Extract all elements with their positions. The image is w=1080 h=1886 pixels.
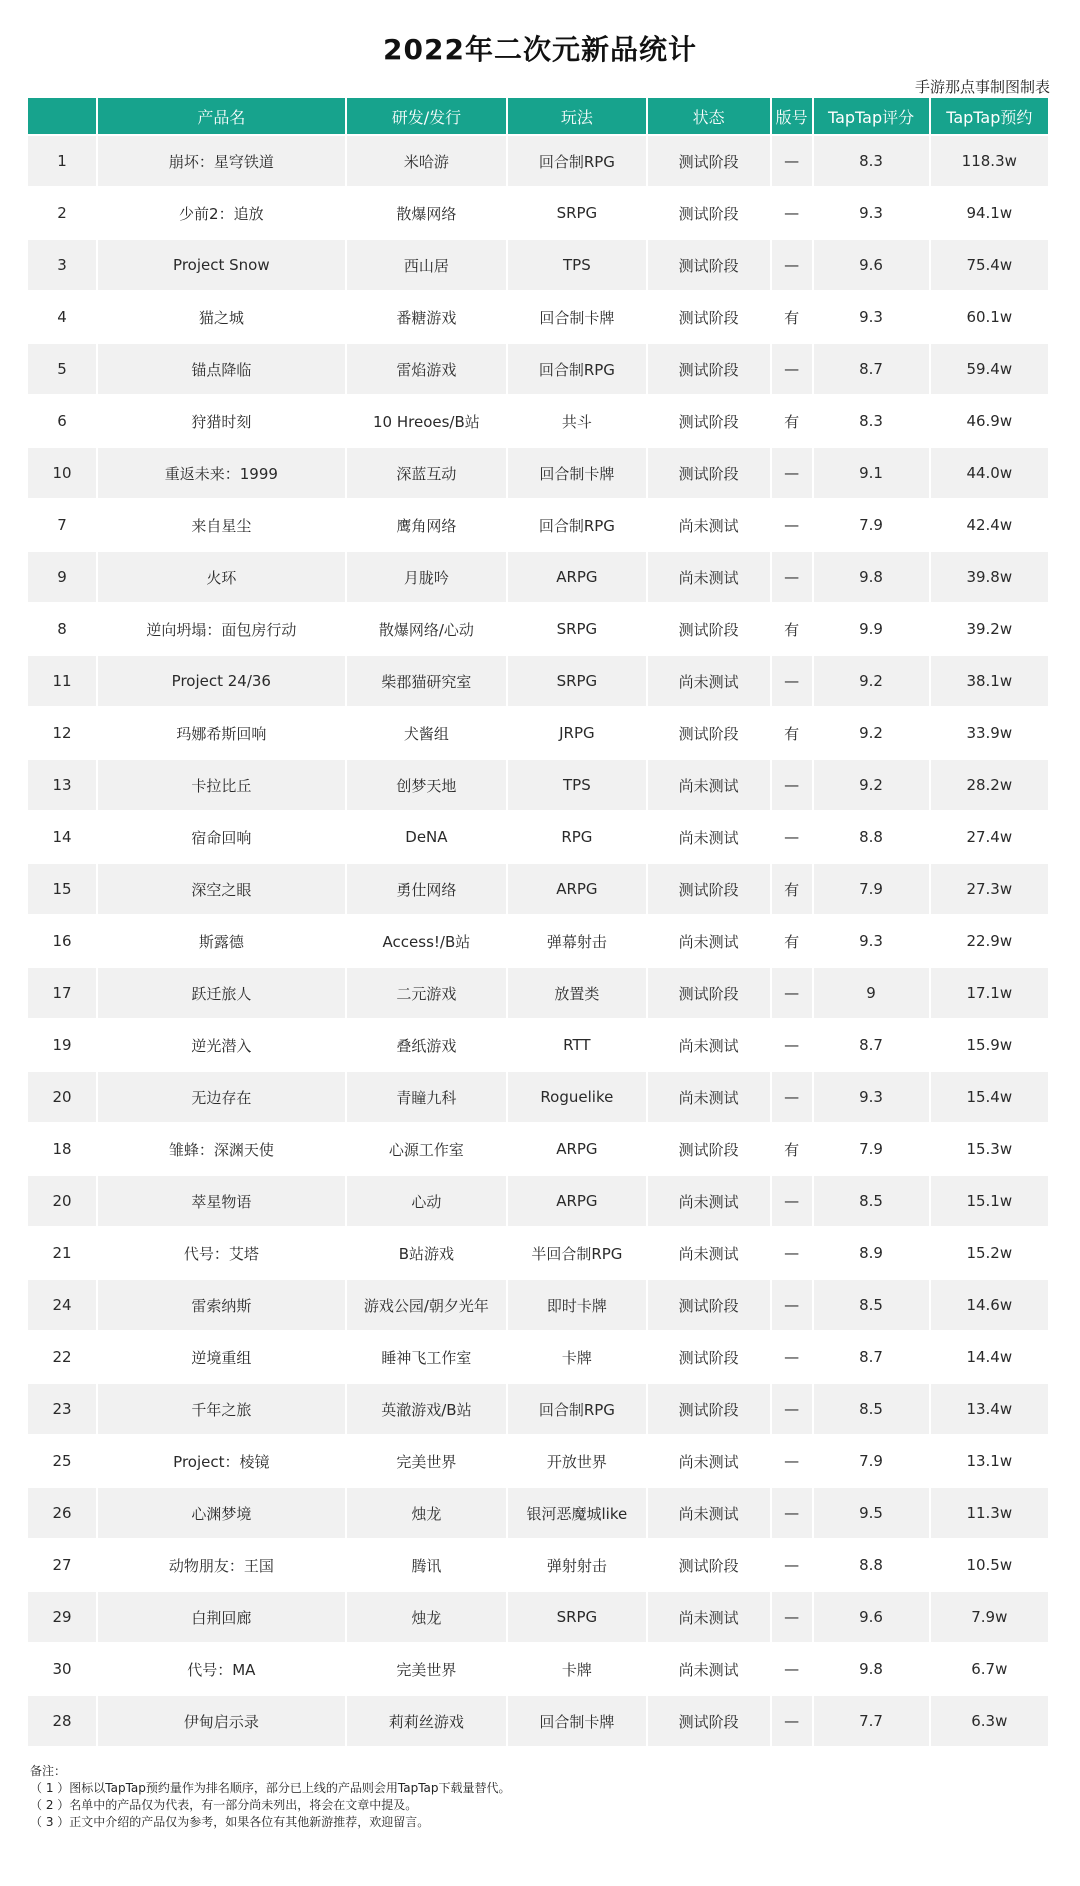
cell-product-name: 卡拉比丘 (98, 760, 345, 810)
cell-rank: 7 (28, 500, 96, 550)
cell-status: 尚未测试 (648, 1072, 770, 1122)
cell-status: 测试阶段 (648, 188, 770, 238)
cell-gameplay: 开放世界 (508, 1436, 645, 1486)
cell-license: — (772, 188, 812, 238)
cell-rank: 1 (28, 136, 96, 186)
cell-developer: 深蓝互动 (347, 448, 507, 498)
cell-rank: 19 (28, 1020, 96, 1070)
note-line-2: （ 2 ）名单中的产品仅为代表，有一部分尚未列出，将会在文章中提及。 (30, 1798, 418, 1812)
cell-gameplay: 回合制RPG (508, 136, 645, 186)
cell-developer: 完美世界 (347, 1436, 507, 1486)
cell-gameplay: SRPG (508, 656, 645, 706)
cell-taptap-reservations: 10.5w (931, 1540, 1048, 1590)
cell-status: 测试阶段 (648, 136, 770, 186)
cell-license: — (772, 656, 812, 706)
cell-gameplay: 回合制卡牌 (508, 1696, 645, 1746)
table-row (28, 812, 1048, 862)
cell-developer: 创梦天地 (347, 760, 507, 810)
cell-license: 有 (772, 916, 812, 966)
cell-gameplay: TPS (508, 240, 645, 290)
cell-product-name: 逆境重组 (98, 1332, 345, 1382)
cell-rank: 4 (28, 292, 96, 342)
cell-gameplay: ARPG (508, 864, 645, 914)
cell-product-name: 火环 (98, 552, 345, 602)
cell-gameplay: JRPG (508, 708, 645, 758)
table-body (28, 136, 1048, 1746)
cell-taptap-score: 9.6 (814, 240, 929, 290)
cell-license: — (772, 1436, 812, 1486)
cell-rank: 10 (28, 448, 96, 498)
stats-table (26, 96, 1050, 1748)
cell-developer: 柴郡猫研究室 (347, 656, 507, 706)
cell-gameplay: 回合制RPG (508, 344, 645, 394)
header-taptap-reservations: TapTap预约 (931, 98, 1048, 134)
cell-product-name: 无边存在 (98, 1072, 345, 1122)
table-row (28, 760, 1048, 810)
cell-developer: 青瞳九科 (347, 1072, 507, 1122)
cell-taptap-score: 7.9 (814, 864, 929, 914)
cell-status: 测试阶段 (648, 1332, 770, 1382)
cell-product-name: 宿命回响 (98, 812, 345, 862)
table-row (28, 604, 1048, 654)
cell-product-name: 锚点降临 (98, 344, 345, 394)
cell-license: — (772, 1592, 812, 1642)
cell-taptap-reservations: 6.7w (931, 1644, 1048, 1694)
cell-taptap-reservations: 28.2w (931, 760, 1048, 810)
cell-license: — (772, 760, 812, 810)
cell-product-name: 逆向坍塌：面包房行动 (98, 604, 345, 654)
cell-gameplay: 卡牌 (508, 1644, 645, 1694)
cell-taptap-reservations: 27.3w (931, 864, 1048, 914)
table-row (28, 1332, 1048, 1382)
cell-taptap-reservations: 22.9w (931, 916, 1048, 966)
cell-taptap-score: 8.9 (814, 1228, 929, 1278)
cell-license: — (772, 240, 812, 290)
table-row (28, 1592, 1048, 1642)
cell-developer: B站游戏 (347, 1228, 507, 1278)
cell-status: 尚未测试 (648, 656, 770, 706)
cell-license: — (772, 1488, 812, 1538)
cell-taptap-score: 8.3 (814, 396, 929, 446)
cell-gameplay: 弹幕射击 (508, 916, 645, 966)
cell-status: 尚未测试 (648, 1592, 770, 1642)
cell-status: 尚未测试 (648, 812, 770, 862)
cell-taptap-score: 7.9 (814, 1124, 929, 1174)
cell-rank: 29 (28, 1592, 96, 1642)
cell-license: 有 (772, 604, 812, 654)
credit-text: 手游那点事制图制表 (914, 78, 1050, 96)
note-line-3: （ 3 ）正文中介绍的产品仅为参考，如果各位有其他新游推荐，欢迎留言。 (30, 1815, 430, 1829)
cell-status: 测试阶段 (648, 708, 770, 758)
cell-taptap-reservations: 15.3w (931, 1124, 1048, 1174)
cell-developer: 番糖游戏 (347, 292, 507, 342)
table-row (28, 1124, 1048, 1174)
table-row (28, 136, 1048, 186)
cell-status: 尚未测试 (648, 552, 770, 602)
cell-license: — (772, 552, 812, 602)
cell-license: — (772, 1072, 812, 1122)
cell-taptap-score: 9.3 (814, 292, 929, 342)
table-row (28, 656, 1048, 706)
cell-taptap-reservations: 13.1w (931, 1436, 1048, 1486)
cell-gameplay: 共斗 (508, 396, 645, 446)
cell-taptap-score: 8.5 (814, 1176, 929, 1226)
cell-taptap-score: 9.2 (814, 760, 929, 810)
cell-status: 测试阶段 (648, 292, 770, 342)
cell-taptap-reservations: 42.4w (931, 500, 1048, 550)
cell-taptap-score: 7.7 (814, 1696, 929, 1746)
table-row (28, 1020, 1048, 1070)
table-row (28, 1072, 1048, 1122)
cell-taptap-reservations: 94.1w (931, 188, 1048, 238)
cell-taptap-score: 8.8 (814, 1540, 929, 1590)
header-license: 版号 (772, 98, 812, 134)
cell-status: 尚未测试 (648, 1644, 770, 1694)
table-row (28, 396, 1048, 446)
table-row (28, 1384, 1048, 1434)
cell-gameplay: 回合制RPG (508, 500, 645, 550)
table-row (28, 1488, 1048, 1538)
cell-status: 尚未测试 (648, 760, 770, 810)
cell-rank: 15 (28, 864, 96, 914)
cell-rank: 26 (28, 1488, 96, 1538)
table-row (28, 448, 1048, 498)
cell-taptap-reservations: 15.1w (931, 1176, 1048, 1226)
table-row (28, 1228, 1048, 1278)
cell-taptap-reservations: 11.3w (931, 1488, 1048, 1538)
table-row (28, 240, 1048, 290)
cell-taptap-score: 8.5 (814, 1280, 929, 1330)
cell-license: — (772, 1644, 812, 1694)
cell-taptap-reservations: 27.4w (931, 812, 1048, 862)
cell-rank: 14 (28, 812, 96, 862)
cell-product-name: Project Snow (98, 240, 345, 290)
cell-product-name: 斯露德 (98, 916, 345, 966)
header-taptap-score: TapTap评分 (814, 98, 929, 134)
cell-taptap-score: 9.8 (814, 552, 929, 602)
cell-taptap-reservations: 13.4w (931, 1384, 1048, 1434)
page-title: 2022年二次元新品统计 (383, 33, 697, 66)
cell-status: 尚未测试 (648, 500, 770, 550)
cell-rank: 22 (28, 1332, 96, 1382)
cell-developer: Access!/B站 (347, 916, 507, 966)
cell-taptap-reservations: 15.9w (931, 1020, 1048, 1070)
cell-developer: 鹰角网络 (347, 500, 507, 550)
table-row (28, 188, 1048, 238)
cell-taptap-score: 9.2 (814, 708, 929, 758)
notes (30, 1763, 511, 1831)
cell-developer: 散爆网络/心动 (347, 604, 507, 654)
cell-developer: 心源工作室 (347, 1124, 507, 1174)
header-rank (28, 98, 96, 134)
cell-gameplay: RPG (508, 812, 645, 862)
cell-status: 尚未测试 (648, 1488, 770, 1538)
table-row (28, 708, 1048, 758)
cell-developer: 心动 (347, 1176, 507, 1226)
cell-taptap-reservations: 15.2w (931, 1228, 1048, 1278)
cell-gameplay: 卡牌 (508, 1332, 645, 1382)
cell-status: 测试阶段 (648, 240, 770, 290)
cell-developer: 英澈游戏/B站 (347, 1384, 507, 1434)
cell-developer: 完美世界 (347, 1644, 507, 1694)
cell-taptap-reservations: 38.1w (931, 656, 1048, 706)
cell-license: — (772, 812, 812, 862)
cell-gameplay: SRPG (508, 188, 645, 238)
cell-product-name: 代号：艾塔 (98, 1228, 345, 1278)
cell-rank: 9 (28, 552, 96, 602)
cell-license: — (772, 968, 812, 1018)
cell-license: — (772, 1696, 812, 1746)
cell-developer: 莉莉丝游戏 (347, 1696, 507, 1746)
cell-taptap-score: 9.1 (814, 448, 929, 498)
cell-rank: 2 (28, 188, 96, 238)
cell-gameplay: 放置类 (508, 968, 645, 1018)
table-row (28, 1540, 1048, 1590)
cell-status: 测试阶段 (648, 604, 770, 654)
cell-product-name: 少前2：追放 (98, 188, 345, 238)
cell-rank: 17 (28, 968, 96, 1018)
cell-gameplay: SRPG (508, 604, 645, 654)
cell-product-name: 代号：MA (98, 1644, 345, 1694)
cell-developer: 腾讯 (347, 1540, 507, 1590)
cell-product-name: 跃迁旅人 (98, 968, 345, 1018)
cell-status: 测试阶段 (648, 864, 770, 914)
cell-taptap-reservations: 39.8w (931, 552, 1048, 602)
cell-gameplay: ARPG (508, 1176, 645, 1226)
cell-product-name: 雏蜂：深渊天使 (98, 1124, 345, 1174)
cell-taptap-reservations: 33.9w (931, 708, 1048, 758)
cell-taptap-score: 8.5 (814, 1384, 929, 1434)
cell-taptap-reservations: 60.1w (931, 292, 1048, 342)
cell-product-name: 逆光潜入 (98, 1020, 345, 1070)
cell-product-name: 重返未来：1999 (98, 448, 345, 498)
cell-taptap-score: 9 (814, 968, 929, 1018)
header-gameplay: 玩法 (508, 98, 645, 134)
cell-developer: 雷焰游戏 (347, 344, 507, 394)
cell-license: — (772, 344, 812, 394)
cell-gameplay: 回合制卡牌 (508, 292, 645, 342)
cell-taptap-reservations: 7.9w (931, 1592, 1048, 1642)
cell-product-name: 心渊梦境 (98, 1488, 345, 1538)
cell-gameplay: 半回合制RPG (508, 1228, 645, 1278)
cell-license: — (772, 1384, 812, 1434)
cell-gameplay: 回合制RPG (508, 1384, 645, 1434)
cell-developer: 二元游戏 (347, 968, 507, 1018)
cell-license: — (772, 1540, 812, 1590)
cell-license: — (772, 448, 812, 498)
cell-taptap-score: 8.7 (814, 344, 929, 394)
cell-rank: 25 (28, 1436, 96, 1486)
cell-gameplay: 弹射射击 (508, 1540, 645, 1590)
table-header (28, 98, 1048, 134)
cell-rank: 21 (28, 1228, 96, 1278)
cell-taptap-score: 7.9 (814, 1436, 929, 1486)
cell-gameplay: ARPG (508, 1124, 645, 1174)
cell-gameplay: Roguelike (508, 1072, 645, 1122)
cell-rank: 11 (28, 656, 96, 706)
cell-gameplay: TPS (508, 760, 645, 810)
cell-rank: 18 (28, 1124, 96, 1174)
cell-developer: 月胧吟 (347, 552, 507, 602)
cell-gameplay: SRPG (508, 1592, 645, 1642)
cell-developer: 烛龙 (347, 1488, 507, 1538)
cell-taptap-reservations: 118.3w (931, 136, 1048, 186)
cell-license: 有 (772, 864, 812, 914)
cell-product-name: 玛娜希斯回响 (98, 708, 345, 758)
cell-taptap-score: 7.9 (814, 500, 929, 550)
cell-rank: 27 (28, 1540, 96, 1590)
cell-license: — (772, 1280, 812, 1330)
cell-taptap-reservations: 14.4w (931, 1332, 1048, 1382)
cell-gameplay: RTT (508, 1020, 645, 1070)
cell-product-name: 动物朋友：王国 (98, 1540, 345, 1590)
cell-rank: 8 (28, 604, 96, 654)
cell-product-name: 狩猎时刻 (98, 396, 345, 446)
notes-heading: 备注： (30, 1764, 67, 1778)
cell-taptap-score: 8.7 (814, 1332, 929, 1382)
table-row (28, 552, 1048, 602)
cell-taptap-score: 9.8 (814, 1644, 929, 1694)
cell-developer: 睡神飞工作室 (347, 1332, 507, 1382)
cell-taptap-reservations: 75.4w (931, 240, 1048, 290)
cell-developer: 散爆网络 (347, 188, 507, 238)
note-line-1: （ 1 ）图标以TapTap预约量作为排名顺序，部分已上线的产品则会用TapTap下载量替代。 (30, 1781, 511, 1795)
cell-status: 测试阶段 (648, 1280, 770, 1330)
cell-rank: 13 (28, 760, 96, 810)
cell-status: 尚未测试 (648, 1176, 770, 1226)
cell-product-name: 伊甸启示录 (98, 1696, 345, 1746)
cell-taptap-reservations: 46.9w (931, 396, 1048, 446)
cell-product-name: 来自星尘 (98, 500, 345, 550)
cell-taptap-reservations: 39.2w (931, 604, 1048, 654)
cell-product-name: 白荆回廊 (98, 1592, 345, 1642)
table-row (28, 1280, 1048, 1330)
cell-developer: 米哈游 (347, 136, 507, 186)
cell-gameplay: 银河恶魔城like (508, 1488, 645, 1538)
cell-license: — (772, 1176, 812, 1226)
header-developer: 研发/发行 (347, 98, 507, 134)
header-status: 状态 (648, 98, 770, 134)
cell-status: 测试阶段 (648, 448, 770, 498)
cell-product-name: Project 24/36 (98, 656, 345, 706)
table-row (28, 968, 1048, 1018)
cell-taptap-score: 9.3 (814, 188, 929, 238)
cell-taptap-score: 9.3 (814, 916, 929, 966)
header-row (28, 98, 1048, 134)
cell-developer: 犬酱组 (347, 708, 507, 758)
cell-developer: 西山居 (347, 240, 507, 290)
cell-taptap-reservations: 14.6w (931, 1280, 1048, 1330)
cell-rank: 20 (28, 1176, 96, 1226)
table-row (28, 916, 1048, 966)
cell-developer: 游戏公园/朝夕光年 (347, 1280, 507, 1330)
cell-status: 测试阶段 (648, 344, 770, 394)
header-product-name: 产品名 (98, 98, 345, 134)
cell-taptap-score: 9.5 (814, 1488, 929, 1538)
cell-taptap-score: 8.7 (814, 1020, 929, 1070)
cell-taptap-reservations: 44.0w (931, 448, 1048, 498)
cell-gameplay: ARPG (508, 552, 645, 602)
cell-product-name: 深空之眼 (98, 864, 345, 914)
cell-taptap-score: 9.2 (814, 656, 929, 706)
table-row (28, 1644, 1048, 1694)
cell-taptap-reservations: 15.4w (931, 1072, 1048, 1122)
cell-taptap-score: 8.8 (814, 812, 929, 862)
cell-developer: 10 Hreoes/B站 (347, 396, 507, 446)
table-row (28, 1176, 1048, 1226)
cell-rank: 12 (28, 708, 96, 758)
cell-status: 尚未测试 (648, 1228, 770, 1278)
cell-status: 测试阶段 (648, 1696, 770, 1746)
cell-status: 尚未测试 (648, 1436, 770, 1486)
cell-license: — (772, 136, 812, 186)
cell-status: 测试阶段 (648, 1384, 770, 1434)
cell-status: 测试阶段 (648, 1540, 770, 1590)
cell-rank: 16 (28, 916, 96, 966)
table-row (28, 500, 1048, 550)
cell-license: 有 (772, 1124, 812, 1174)
cell-taptap-reservations: 59.4w (931, 344, 1048, 394)
cell-status: 测试阶段 (648, 1124, 770, 1174)
cell-rank: 30 (28, 1644, 96, 1694)
table-row (28, 864, 1048, 914)
cell-rank: 6 (28, 396, 96, 446)
cell-license: — (772, 1332, 812, 1382)
cell-status: 尚未测试 (648, 916, 770, 966)
table-row (28, 292, 1048, 342)
cell-license: — (772, 500, 812, 550)
cell-developer: DeNA (347, 812, 507, 862)
cell-developer: 烛龙 (347, 1592, 507, 1642)
cell-status: 尚未测试 (648, 1020, 770, 1070)
cell-rank: 3 (28, 240, 96, 290)
cell-product-name: 崩坏：星穹铁道 (98, 136, 345, 186)
cell-developer: 叠纸游戏 (347, 1020, 507, 1070)
table-row (28, 344, 1048, 394)
cell-gameplay: 回合制卡牌 (508, 448, 645, 498)
cell-taptap-score: 9.6 (814, 1592, 929, 1642)
cell-license: 有 (772, 708, 812, 758)
cell-license: — (772, 1020, 812, 1070)
cell-product-name: Project：棱镜 (98, 1436, 345, 1486)
cell-status: 测试阶段 (648, 396, 770, 446)
cell-taptap-reservations: 17.1w (931, 968, 1048, 1018)
cell-developer: 勇仕网络 (347, 864, 507, 914)
cell-rank: 20 (28, 1072, 96, 1122)
cell-taptap-score: 9.9 (814, 604, 929, 654)
cell-taptap-score: 8.3 (814, 136, 929, 186)
cell-status: 测试阶段 (648, 968, 770, 1018)
cell-license: 有 (772, 396, 812, 446)
cell-product-name: 雷索纳斯 (98, 1280, 345, 1330)
cell-taptap-score: 9.3 (814, 1072, 929, 1122)
cell-rank: 28 (28, 1696, 96, 1746)
cell-gameplay: 即时卡牌 (508, 1280, 645, 1330)
cell-taptap-reservations: 6.3w (931, 1696, 1048, 1746)
table-row (28, 1696, 1048, 1746)
cell-product-name: 猫之城 (98, 292, 345, 342)
cell-rank: 23 (28, 1384, 96, 1434)
cell-rank: 24 (28, 1280, 96, 1330)
table-row (28, 1436, 1048, 1486)
cell-license: 有 (772, 292, 812, 342)
cell-product-name: 萃星物语 (98, 1176, 345, 1226)
cell-rank: 5 (28, 344, 96, 394)
cell-license: — (772, 1228, 812, 1278)
cell-product-name: 千年之旅 (98, 1384, 345, 1434)
